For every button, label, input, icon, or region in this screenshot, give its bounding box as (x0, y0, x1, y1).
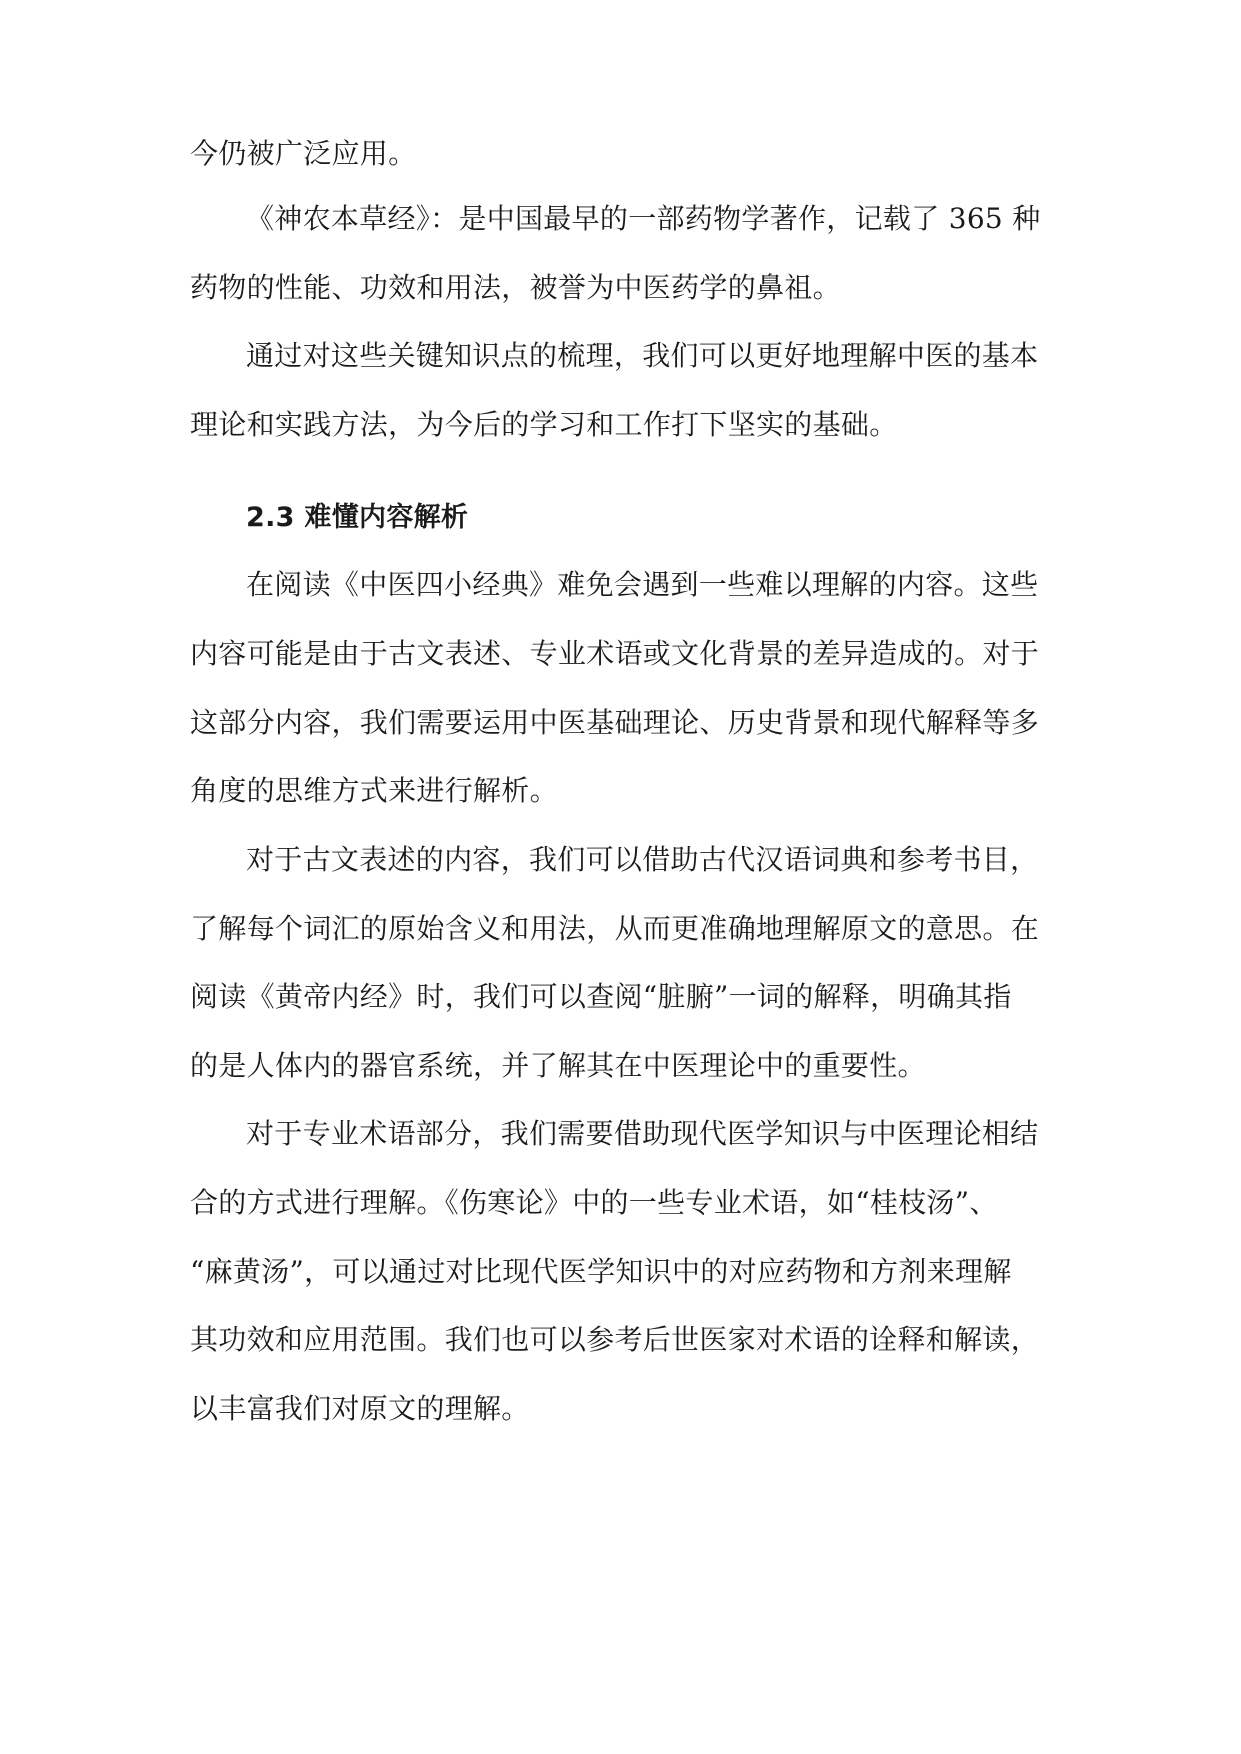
text-line: 对于古文表述的内容，我们可以借助古代汉语词典和参考书目， (246, 843, 1039, 876)
text-line: 的是人体内的器官系统，并了解其在中医理论中的重要性。 (190, 1049, 926, 1082)
text-line: 今仍被广泛应用。 (190, 137, 417, 170)
text-line: 对于专业术语部分，我们需要借助现代医学知识与中医理论相结 (246, 1117, 1039, 1150)
text-line: 以丰富我们对原文的理解。 (190, 1392, 530, 1425)
text-line: 药物的性能、功效和用法，被誉为中医药学的鼻祖。 (190, 271, 841, 304)
text-line: 《神农本草经》：是中国最早的一部药物学著作，记载了 365 种 (246, 202, 1041, 235)
text-line: 阅读《黄帝内经》时，我们可以查阅“脏腑”一词的解释，明确其指 (190, 980, 1012, 1013)
section-heading: 2.3 难懂内容解析 (246, 502, 469, 533)
text-line: 合的方式进行理解。《伤寒论》中的一些专业术语，如“桂枝汤”、 (190, 1186, 998, 1219)
text-line: 其功效和应用范围。我们也可以参考后世医家对术语的诠释和解读， (190, 1323, 1040, 1356)
text-line: 理论和实践方法，为今后的学习和工作打下坚实的基础。 (190, 408, 898, 441)
text-line: 通过对这些关键知识点的梳理，我们可以更好地理解中医的基本 (246, 339, 1039, 372)
text-line: “麻黄汤”，可以通过对比现代医学知识中的对应药物和方剂来理解 (190, 1255, 1012, 1288)
text-line: 角度的思维方式来进行解析。 (190, 774, 558, 807)
text-line: 了解每个词汇的原始含义和用法，从而更准确地理解原文的意思。在 (190, 912, 1040, 945)
text-line: 内容可能是由于古文表述、专业术语或文化背景的差异造成的。对于 (190, 637, 1040, 670)
text-line: 在阅读《中医四小经典》难免会遇到一些难以理解的内容。这些 (246, 568, 1039, 601)
text-line: 这部分内容，我们需要运用中医基础理论、历史背景和现代解释等多 (190, 706, 1040, 739)
